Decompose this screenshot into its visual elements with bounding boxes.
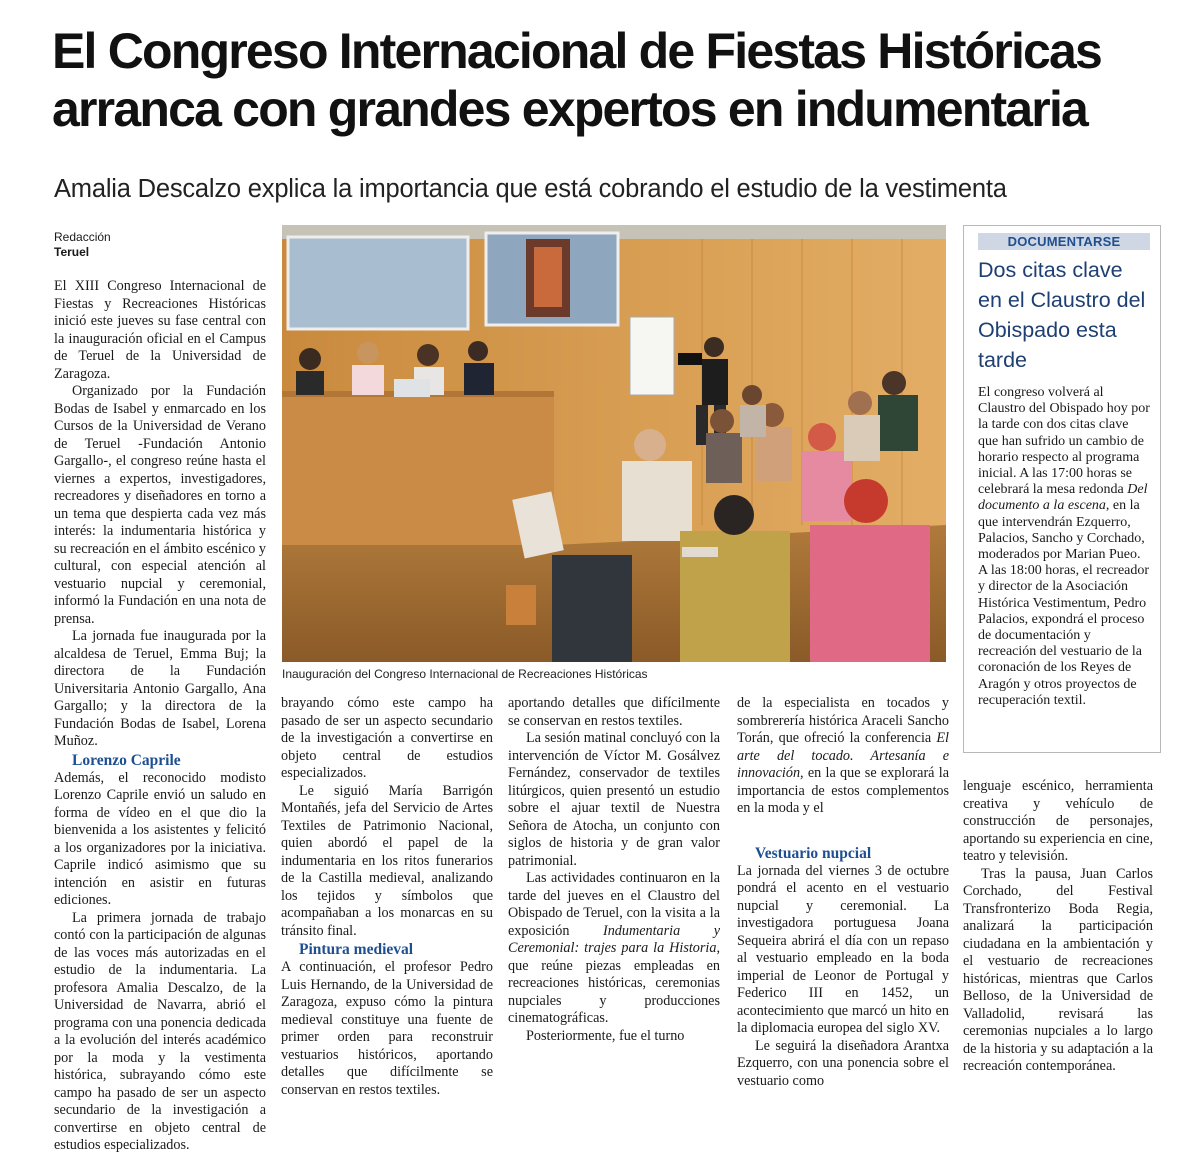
article-column-5 [963, 778, 1153, 1076]
sidebar-tag: DOCUMENTARSE [978, 233, 1150, 250]
paragraph: aportando detalles que difícilmente se conservan en restos textiles. [508, 695, 720, 729]
headline-line-1: El Congreso Internacional de Fiestas Históricas [52, 23, 1102, 79]
text-run: Las actividades continuaron en la tarde del jueves en el Claustro del Obispado de Teruel, con la visita a la exposición [508, 870, 720, 939]
paragraph [508, 870, 720, 1028]
text-run: , que reúne piezas empleadas en recreaciones históricas, ceremonias nupciales y producciones cinematográficas. [508, 940, 720, 1026]
paragraph: Le siguió María Barrigón Montañés, jefa del Servicio de Artes Textiles de Patrimonio Nacional, quien abordó el papel de la indumentaria en los ritos funerarios de la Castilla medieval, analizando los tejidos y símbolos que acompañaban a los monarcas en su tránsito final. [281, 782, 493, 939]
text-run: , en la que intervendrán Ezquerro, Palacios, Sancho y Corchado, moderados por Marian Pueo. A las 18:00 horas, el recreador y director de la Asociación Histórica Vestimentum, Pedro Palacios, expondrá el proceso de documentación y recreación del vestuario de la coronación de los Reyes de Aragón y otros proyectos de recuperación textil. [978, 498, 1150, 708]
paragraph: lenguaje escénico, herramienta creativa y vehículo de construcción de personajes, aportando su experiencia en cine, teatro y televisión. [963, 778, 1153, 864]
text-run: El congreso volverá al Claustro del Obispado hoy por la tarde con dos citas clave que han sufrido un cambio de horario respecto al programa inicial. A las 17:00 horas se celebrará la mesa redonda [978, 385, 1150, 498]
headline [52, 22, 1182, 138]
paragraph: Organizado por la Fundación Bodas de Isabel y enmarcado en los Cursos de la Universidad de Verano de Teruel -Fundación Antonio Gargallo-, el congreso reúne hasta el viernes a expertos, investigadores, recreadores y diseñadores en torno a un tema que despierta cada vez más interés: la indumentaria histórica y su recreación en el ámbito escénico y cultural, con especial atención al vestuario nupcial y ceremonial, informó la Fundación en una nota de prensa. [54, 383, 266, 627]
paragraph: La sesión matinal concluyó con la intervención de Víctor M. Gosálvez Fernández, conservador de textiles litúrgicos, quien presentó un estudio sobre el ajuar textil de Nuestra Señora de Atocha, un conjunto con siglos de historia y de gran valor patrimonial. [508, 730, 720, 869]
paragraph-continues: La primera jornada de trabajo contó con la participación de algunas de las voces más autorizadas en el estudio de la indumentaria. La profesora Amalia Descalzo, de la Universidad de Navarra, abrió el programa con una ponencia dedicada a la evolución del interés académico por la moda y la vestimenta histórica, subrayando cómo este campo ha pasado de ser un aspecto secundario de la investigación a convertirse en objeto central de estudios especializados. [54, 909, 266, 1153]
exhibition-title: Indumentaria y Ceremonial: trajes para la Historia [508, 922, 720, 956]
byline-place: Teruel [54, 245, 90, 259]
paragraph: brayando cómo este campo ha pasado de ser un aspecto secundario de la investigación a convertirse en objeto central de estudios especializados. [281, 695, 493, 781]
paragraph: Le seguirá la diseñadora Arantxa Ezquerro, con una ponencia sobre el vestuario como [737, 1037, 949, 1089]
section-subtitle-caprile: Lorenzo Caprile [72, 751, 181, 769]
conference-room-illustration [282, 225, 946, 662]
paragraph: El XIII Congreso Internacional de Fiestas y Recreaciones Históricas inició este jueves su fase central con la inauguración oficial en el Campus de Teruel de la Universidad de Zaragoza. [54, 278, 266, 382]
subheadline: Amalia Descalzo explica la importancia que está cobrando el estudio de la vestimenta [54, 175, 1007, 203]
paragraph: La jornada fue inaugurada por la alcaldesa de Teruel, Emma Buj; la directora de la Fundación Universitaria Antonio Gargallo, Ana Gargallo; y la directora de la Fundación Bodas de Isabel, Lorena Muñoz. [54, 628, 266, 749]
sidebar-box [963, 225, 1161, 753]
article-column-2 [281, 695, 493, 1098]
sidebar-title: Dos citas clave en el Claustro del Obispado esta tarde [978, 258, 1146, 372]
section-subtitle-pintura: Pintura medieval [299, 941, 414, 958]
paragraph: La jornada del viernes 3 de octubre pondrá el acento en el vestuario nupcial y ceremonial. La investigadora portuguesa Joana Sequeira abrirá el día con un repaso al vestuario empleado en la boda imperial de Leonor de Portugal y Federico III en 1452, un acontecimiento que marcó un hito en la diplomacia europea del siglo XV. [737, 862, 949, 1036]
paragraph: Además, el reconocido modisto Lorenzo Caprile envió un saludo en forma de vídeo en el que dio la bienvenida a los asistentes y felicitó a los organizadores por la iniciativa. Caprile indicó asimismo que su intención en asistir en futuras ediciones. [54, 769, 266, 908]
paragraph: Tras la pausa, Juan Carlos Corchado, del Festival Transfronterizo Boda Regia, analizará la participación ciudadana en la ambientación y el vestuario de recreaciones históricas, mientras que Carlos Belloso, de la Universidad de Valladolid, revisará las ceremonias nupciales a lo largo de la historia y su adaptación a la recreación contemporánea. [963, 865, 1153, 1074]
paragraph: Posteriormente, fue el turno [526, 1027, 685, 1044]
article-column-1 [54, 278, 266, 1153]
event-photo [282, 225, 946, 662]
photo-caption: Inauguración del Congreso Internacional de Recreaciones Históricas [282, 667, 648, 681]
paragraph: A continuación, el profesor Pedro Luis Hernando, de la Universidad de Zaragoza, expuso cómo la pintura medieval constituye una fuente de primer orden para reconstruir vestuarios históricos, aportando detalles que difícilmente se conservan en restos textiles. [281, 959, 493, 1098]
paragraph: de la especialista en tocados y sombrerería histórica Araceli Sancho Torán, que ofreció la conferencia El arte del tocado. Artesanía e innovación, en la que se explorará la importancia de estos complementos en la moda y el [737, 695, 949, 816]
sidebar-body [978, 385, 1150, 709]
round-table-title: Del documento a la escena [978, 482, 1148, 514]
headline-line-2: arranca con grandes expertos en indumentaria [52, 81, 1088, 137]
lecture-title: El arte del tocado. Artesanía e innovación [737, 730, 949, 781]
article-column-3 [508, 695, 720, 1045]
section-subtitle-vestuario: Vestuario nupcial [755, 844, 872, 862]
byline [54, 230, 254, 260]
byline-author: Redacción [54, 230, 111, 244]
article-column-4 [737, 695, 949, 1090]
